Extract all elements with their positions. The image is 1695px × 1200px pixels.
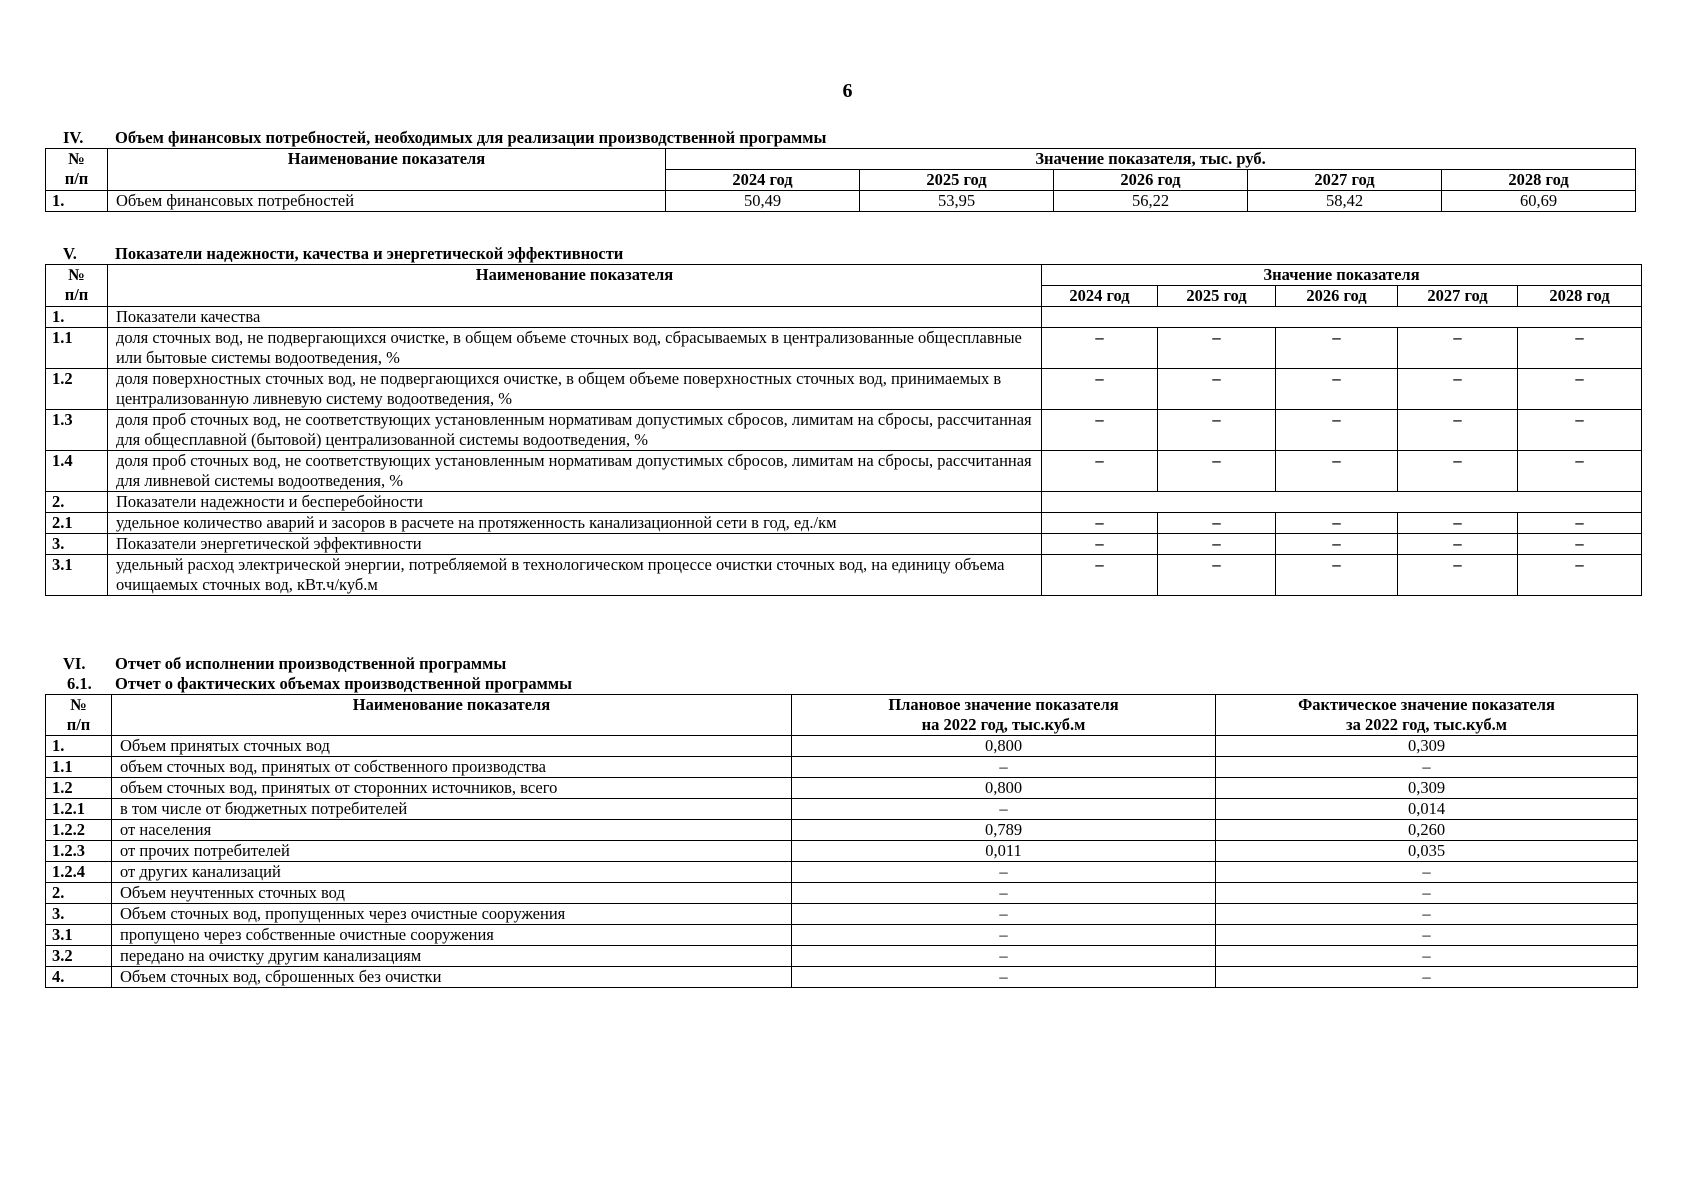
row-value: – (1518, 410, 1642, 451)
section-title-text: Объем финансовых потребностей, необходимых для реализации производственной программы (115, 128, 827, 147)
program-report-table (45, 694, 1638, 988)
section-number: V. (63, 244, 77, 263)
row-value: – (1398, 369, 1518, 410)
row-name: Объем сточных вод, сброшенных без очистки (112, 967, 792, 988)
table-row (46, 555, 1642, 596)
section-financial-needs (45, 128, 1636, 212)
row-plan-value: – (792, 946, 1216, 967)
table-row (46, 946, 1638, 967)
row-value: 56,22 (1054, 191, 1248, 212)
subsection-number: 6.1. (67, 674, 92, 693)
row-fact-value: 0,309 (1216, 736, 1638, 757)
row-plan-value: 0,789 (792, 820, 1216, 841)
row-value: – (1042, 410, 1158, 451)
header-number: № п/п (46, 695, 112, 736)
header-year: 2026 год (1276, 286, 1398, 307)
row-name: в том числе от бюджетных потребителей (112, 799, 792, 820)
section-reliability-indicators (45, 244, 1642, 596)
header-plan: Плановое значение показателя на 2022 год, тыс.куб.м (792, 695, 1216, 736)
row-plan-value: – (792, 757, 1216, 778)
row-plan-value: 0,800 (792, 736, 1216, 757)
header-year: 2025 год (860, 170, 1054, 191)
row-value: – (1158, 534, 1276, 555)
table-header-row (46, 265, 1642, 286)
table-row (46, 369, 1642, 410)
row-value: – (1398, 534, 1518, 555)
row-number: 1.2 (46, 369, 108, 410)
section-number: VI. (63, 654, 86, 673)
row-value-empty (1042, 307, 1642, 328)
row-fact-value: – (1216, 757, 1638, 778)
row-value: – (1042, 369, 1158, 410)
table-row (46, 307, 1642, 328)
header-fact: Фактическое значение показателя за 2022 год, тыс.куб.м (1216, 695, 1638, 736)
header-year: 2028 год (1442, 170, 1636, 191)
row-number: 1.2.4 (46, 862, 112, 883)
row-name: Показатели качества (108, 307, 1042, 328)
header-value: Значение показателя, тыс. руб. (666, 149, 1636, 170)
row-value: – (1276, 534, 1398, 555)
subsection-title (45, 674, 1638, 694)
row-number: 1.2.2 (46, 820, 112, 841)
row-plan-value: – (792, 925, 1216, 946)
row-value: – (1518, 534, 1642, 555)
row-name: Объем принятых сточных вод (112, 736, 792, 757)
header-number: № п/п (46, 265, 108, 307)
header-year: 2024 год (666, 170, 860, 191)
section-title-text: Показатели надежности, качества и энергетической эффективности (115, 244, 624, 263)
header-name: Наименование показателя (112, 695, 792, 736)
row-name: удельный расход электрической энергии, потребляемой в технологическом процессе очистки сточных вод, на единицу объема очищаемых сточных вод, кВт.ч/куб.м (108, 555, 1042, 596)
row-name: от населения (112, 820, 792, 841)
page-number: 6 (842, 80, 853, 102)
row-name: от других канализаций (112, 862, 792, 883)
table-row (46, 820, 1638, 841)
table-row (46, 904, 1638, 925)
section-title (45, 244, 1642, 264)
header-number: № п/п (46, 149, 108, 191)
row-value: – (1158, 555, 1276, 596)
table-row (46, 191, 1636, 212)
row-fact-value: – (1216, 862, 1638, 883)
header-year: 2026 год (1054, 170, 1248, 191)
row-name: передано на очистку другим канализациям (112, 946, 792, 967)
row-value: – (1518, 451, 1642, 492)
table-row (46, 513, 1642, 534)
row-value: – (1398, 328, 1518, 369)
row-fact-value: – (1216, 925, 1638, 946)
row-number: 3. (46, 534, 108, 555)
row-value: – (1276, 328, 1398, 369)
row-value: – (1276, 555, 1398, 596)
row-fact-value: 0,309 (1216, 778, 1638, 799)
section-title-text: Отчет об исполнении производственной программы (115, 654, 507, 673)
row-name: Показатели надежности и бесперебойности (108, 492, 1042, 513)
reliability-indicators-table (45, 264, 1642, 596)
table-row (46, 883, 1638, 904)
table-row (46, 778, 1638, 799)
row-value: – (1518, 513, 1642, 534)
row-value: – (1158, 451, 1276, 492)
row-number: 1.2.3 (46, 841, 112, 862)
row-number: 3. (46, 904, 112, 925)
row-name: пропущено через собственные очистные сооружения (112, 925, 792, 946)
row-number: 3.2 (46, 946, 112, 967)
row-value: – (1042, 534, 1158, 555)
row-fact-value: 0,014 (1216, 799, 1638, 820)
table-header-row (46, 149, 1636, 170)
row-number: 1.1 (46, 757, 112, 778)
row-value: – (1042, 555, 1158, 596)
row-name: Объем финансовых потребностей (108, 191, 666, 212)
row-value: – (1158, 410, 1276, 451)
row-plan-value: 0,011 (792, 841, 1216, 862)
row-value-empty (1042, 492, 1642, 513)
row-value: 53,95 (860, 191, 1054, 212)
section-program-report (45, 654, 1638, 988)
row-number: 1. (46, 191, 108, 212)
row-number: 1.4 (46, 451, 108, 492)
header-year: 2024 год (1042, 286, 1158, 307)
table-row (46, 492, 1642, 513)
row-fact-value: 0,260 (1216, 820, 1638, 841)
row-value: 50,49 (666, 191, 860, 212)
row-number: 1. (46, 307, 108, 328)
row-fact-value: – (1216, 967, 1638, 988)
row-number: 1. (46, 736, 112, 757)
financial-needs-table (45, 148, 1636, 212)
row-number: 2. (46, 883, 112, 904)
table-row (46, 862, 1638, 883)
row-value: – (1276, 410, 1398, 451)
section-number: IV. (63, 128, 84, 147)
section-title (45, 128, 1636, 148)
row-name: удельное количество аварий и засоров в расчете на протяженность канализационной сети в год, ед./км (108, 513, 1042, 534)
row-number: 4. (46, 967, 112, 988)
row-number: 1.3 (46, 410, 108, 451)
row-name: Объем неучтенных сточных вод (112, 883, 792, 904)
row-value: – (1042, 451, 1158, 492)
row-name: доля проб сточных вод, не соответствующих установленным нормативам допустимых сбросов, лимитам на сбросы, рассчитанная для ливневой системы водоотведения, % (108, 451, 1042, 492)
table-row (46, 328, 1642, 369)
table-row (46, 841, 1638, 862)
row-number: 1.1 (46, 328, 108, 369)
table-row (46, 757, 1638, 778)
row-value: – (1042, 328, 1158, 369)
row-value: – (1518, 369, 1642, 410)
row-value: – (1276, 513, 1398, 534)
row-plan-value: – (792, 862, 1216, 883)
row-fact-value: – (1216, 883, 1638, 904)
row-value: – (1518, 555, 1642, 596)
row-value: – (1158, 369, 1276, 410)
row-value: – (1518, 328, 1642, 369)
table-row (46, 410, 1642, 451)
header-year: 2027 год (1248, 170, 1442, 191)
header-year: 2028 год (1518, 286, 1642, 307)
row-number: 1.2 (46, 778, 112, 799)
row-value: 60,69 (1442, 191, 1636, 212)
table-row (46, 967, 1638, 988)
row-plan-value: – (792, 904, 1216, 925)
row-value: – (1158, 328, 1276, 369)
row-value: – (1398, 451, 1518, 492)
row-plan-value: – (792, 883, 1216, 904)
row-fact-value: 0,035 (1216, 841, 1638, 862)
row-value: – (1398, 410, 1518, 451)
section-title (45, 654, 1638, 674)
table-row (46, 534, 1642, 555)
table-row (46, 925, 1638, 946)
table-row (46, 736, 1638, 757)
row-number: 2. (46, 492, 108, 513)
header-year: 2027 год (1398, 286, 1518, 307)
row-number: 3.1 (46, 555, 108, 596)
header-name: Наименование показателя (108, 265, 1042, 307)
row-value: – (1276, 369, 1398, 410)
row-fact-value: – (1216, 904, 1638, 925)
row-number: 3.1 (46, 925, 112, 946)
row-plan-value: – (792, 799, 1216, 820)
row-value: 58,42 (1248, 191, 1442, 212)
row-value: – (1276, 451, 1398, 492)
table-header-row (46, 695, 1638, 736)
table-row (46, 451, 1642, 492)
row-number: 2.1 (46, 513, 108, 534)
row-name: Показатели энергетической эффективности (108, 534, 1042, 555)
row-fact-value: – (1216, 946, 1638, 967)
row-plan-value: – (792, 967, 1216, 988)
row-plan-value: 0,800 (792, 778, 1216, 799)
row-name: объем сточных вод, принятых от сторонних источников, всего (112, 778, 792, 799)
header-name: Наименование показателя (108, 149, 666, 191)
row-name: доля сточных вод, не подвергающихся очистке, в общем объеме сточных вод, сбрасываемых в централизованные общесплавные или бытовые системы водоотведения, % (108, 328, 1042, 369)
row-name: объем сточных вод, принятых от собственного производства (112, 757, 792, 778)
subsection-title-text: Отчет о фактических объемах производственной программы (115, 674, 573, 693)
row-name: Объем сточных вод, пропущенных через очистные сооружения (112, 904, 792, 925)
row-value: – (1042, 513, 1158, 534)
header-year: 2025 год (1158, 286, 1276, 307)
row-name: доля проб сточных вод, не соответствующих установленным нормативам допустимых сбросов, лимитам на сбросы, рассчитанная для общесплавной (бытовой) централизованной системы водоотведения, % (108, 410, 1042, 451)
row-value: – (1158, 513, 1276, 534)
row-name: от прочих потребителей (112, 841, 792, 862)
row-number: 1.2.1 (46, 799, 112, 820)
row-value: – (1398, 513, 1518, 534)
header-value: Значение показателя (1042, 265, 1642, 286)
table-row (46, 799, 1638, 820)
row-name: доля поверхностных сточных вод, не подвергающихся очистке, в общем объеме поверхностных сточных вод, принимаемых в централизованную ливневую систему водоотведения, % (108, 369, 1042, 410)
row-value: – (1398, 555, 1518, 596)
